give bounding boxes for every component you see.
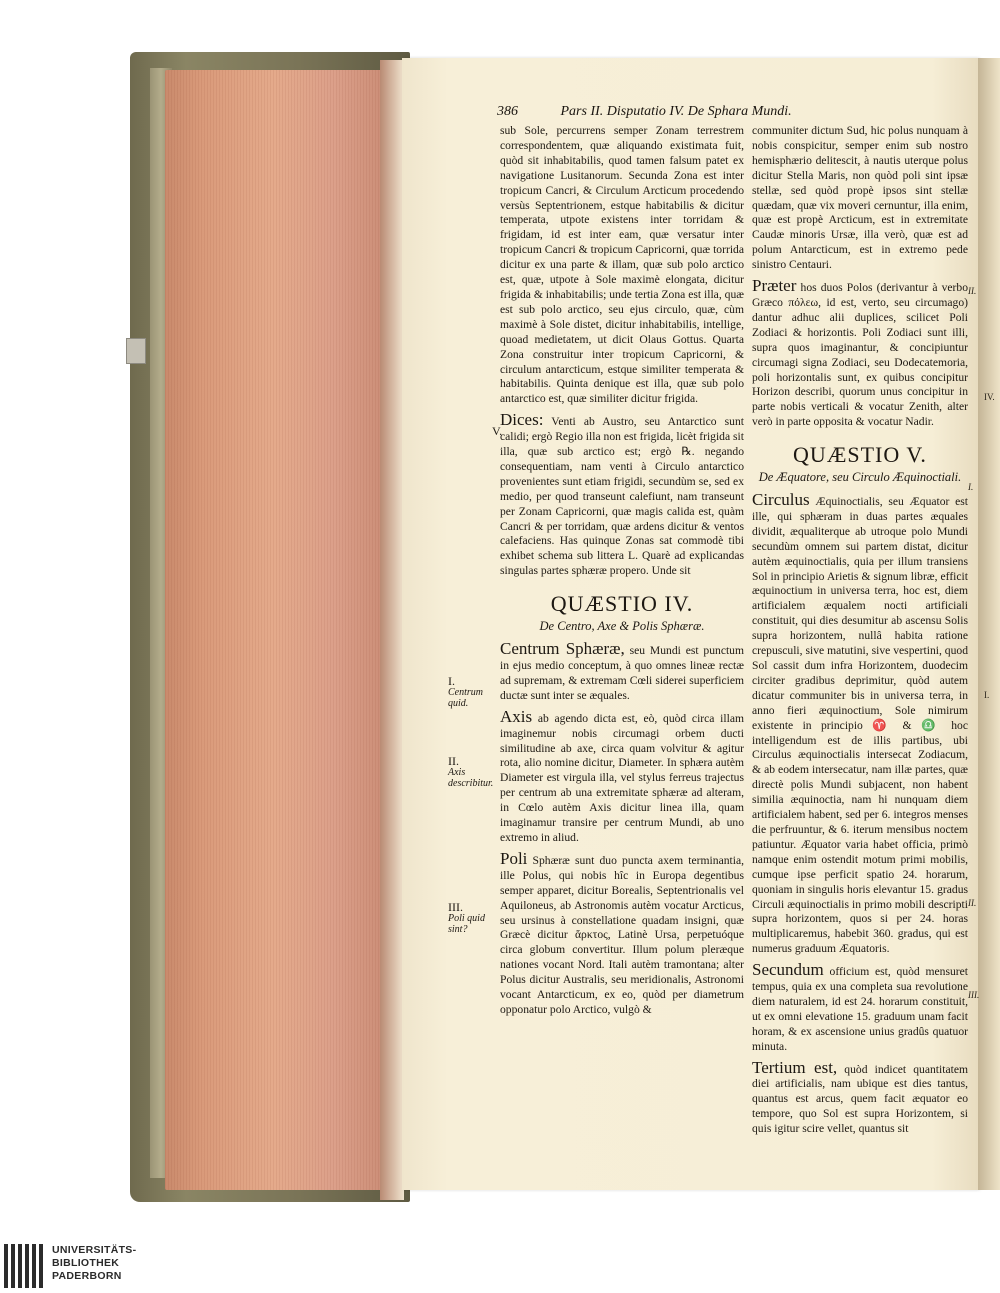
- margin-note-poli: [448, 902, 494, 935]
- margin-note-axis: [448, 756, 494, 789]
- library-logo-icon: [4, 1244, 46, 1288]
- poli-paragraph: [500, 848, 744, 1018]
- running-title: Pars II. Disputatio IV. De Sphara Mundi.: [560, 104, 792, 119]
- axis-paragraph: [500, 706, 744, 846]
- axis-lead: Axis: [500, 706, 533, 726]
- quaestio-v-subtitle: De Æquatore, seu Circulo Æquinoctiali.: [758, 470, 962, 485]
- poli-lead: Poli: [500, 848, 528, 868]
- praeter-text: hos duos Polos (derivantur à verbo Græco πόλεω, id est, verto, seu circumago) dantur adhuc alii duplices, scilicet Poli Zodiaci & horizontis. Poli Zodiaci sunt illi, supra quos imaginantur, & concipiuntur circumagi signa Zodiaci, seu Dodecatemoria, poli horizontalis sunt, ex quibus concipitur Horizon describi, quorum unus concipitur in parte nobis verticali & vocatur Zenith, alter verò in parte opposita & vocatur Nadir.: [752, 281, 968, 429]
- right-margin-mark-2: I.: [968, 482, 974, 492]
- margin-note-3-number: III.: [448, 900, 463, 914]
- secundum-lead: Secundum: [752, 960, 824, 980]
- margin-v-number: V.: [492, 424, 503, 438]
- page-number: 386: [497, 104, 518, 119]
- quaestio-iv-subtitle: De Centro, Axe & Polis Sphæræ.: [539, 619, 705, 634]
- gutter-shadow: [380, 60, 404, 1200]
- secundum-paragraph: [752, 960, 968, 1054]
- margin-note-2-text: Axis describitur.: [448, 767, 494, 789]
- dices-text: Venti ab Austro, seu Antarctico sunt calidi; ergò Regio illa non est frigida, licèt frigida sit illa, quæ sub arctico est; ergò ℞. negando consequentiam, nam venti à Circulo antarctico provenientes sunt etiam frigidi, secundùm se, sed ex medio, per quod transeunt calefiunt, nam transeunt per Zonam Capricorni, quæ magis calida est, quàm Cancri & per torridam, quæ ardens dicitur & ventos calefaciens. Has quinque Zonas sat commodè tibi exhibet schema sub littera L. Quarè ad explicandas singulas partes sphæræ propero. Unde sit: [500, 415, 744, 578]
- circulus-paragraph: [752, 490, 968, 957]
- facing-page-mark-2: I.: [984, 690, 990, 700]
- axis-text: ab agendo dicta est, eò, quòd circa illam imaginemur nobis circumagi orbem ducti similitudine ab axe, circa quam volvitur & agitur rota, alio nomine dicitur, Diameter. In sphæra autèm Diameter est virgula illa, vel stylus ferreus trajectus per centrum ab una extremitate sphæræ ad alteram, in Cœlo autèm Axis dicitur linea illa, quam imaginamur transire per centrum Mundi, ab uno extremo in aliud.: [500, 711, 744, 844]
- logo-line-3: PADERBORN: [52, 1270, 122, 1282]
- right-text-column: [752, 124, 968, 1137]
- secundum-text: officium est, quòd mensuret tempus, quia ex una completa sua revolutione diem naturalem, id est 24. horarum constituit, ut ex omni elevatione 15. graduum unam facit horam, & ex ascensione unius gradûs quatuor minuta.: [752, 965, 968, 1053]
- circulus-lead: Circulus: [752, 490, 810, 510]
- polus-sud-paragraph: communiter dictum Sud, hic polus nunquam à nobis conspicitur, semper enim sub nostro hemisphærio delitescit, à nautis uterque polus dicitur Stella Maris, non quòd poli sint ipsæ stellæ, sed quòd propè ipsos sint stellæ quædam, quæ vix moveri cernuntur, illa enim, quæ est propè Arcticum, est in extremitate Caudæ minoris Ursæ, illa verò, quæ est ad polum Antarcticum, est in extremo pede sinistro Centauri.: [752, 124, 968, 272]
- circulus-text: Æquinoctialis, seu Æquator est ille, qui sphæram in duas partes æquales dividit, æqualiterque ab utroque polo Mundi secundùm omnem sui partem distat, dicitur autèm æquinoctialis, quia per illum transiens Sol in principio Arietis & signum libræ, efficit æquinoctium in universa terra, hoc est, diem artificialem æqualem nocti artificiali constituit, qui dies desumitur ab ascensu Solis supra horizontem, nullâ habita ratione crepusculi, sive matutini, sive vespertini, quod Sol cassit dum infra Horizontem, duodecim circiter gradibus deprimitur, quòd autem dicatur communiter bis in universa terra, in anno fieri æquinoctium, Sole nimirum existente in principio ♈ & ♎ hoc intelligendum est de illis partibus, ubi Circulus æquinoctialis intersecat Zodiacum, & ab eodem intersecatur, nam illæ partes, quæ directè polis Mundi subjacent, non habent similia æquinoctia, nam hi nunquam diem artificialem habent, sed per 6. integros menses die perfruuntur, & 6. iterum mensibus noctem patiuntur. Æquator varia habet officia, primò namque enim ostendit motum primi mobilis, cumque ipse perficit spatio 24. horarum, quoniam in singulis horis elevantur 15. gradus Circuli æquinoctialis in primo mobili descripti supra horizontem, quos si per 24. horas multiplicaremus, habebit 360. gradus, qui est numerus graduum Æquatoris.: [752, 495, 968, 956]
- margin-note-2-number: II.: [448, 754, 459, 768]
- praeter-paragraph: [752, 276, 968, 430]
- running-head: [497, 104, 967, 124]
- logo-line-1: UNIVERSITÄTS-: [52, 1244, 137, 1256]
- dices-paragraph: [500, 410, 744, 579]
- left-text-column: [500, 124, 744, 1018]
- facing-page-mark-1: IV.: [984, 392, 995, 402]
- page-fore-edge: [165, 70, 405, 1190]
- quaestio-iv-title: QUÆSTIO IV.: [550, 591, 694, 617]
- poli-text: Sphæræ sunt duo puncta axem terminantia, ille Polus, qui nobis hîc in Europa degentibus semper apparet, dicitur Borealis, Septentrionalis vel Aquiloneus, ab Astronomis autèm vocatur Arcticus, seu ursinus à constellatione quadam insigni, quæ Græcè dicitur ἄρκτος, Latinè Ursa, perpetuóque circa globum convertitur. Illum polum pleræque nationes vocant Nord. Itali autèm tramontana; alter Polus dicitur Australis, seu meridionalis, Astronomi vocant Antarcticum, ex eo, quòd per diametrum opponatur polo Arctico, vulgò &: [500, 853, 744, 1016]
- centrum-paragraph: [500, 639, 744, 704]
- centrum-lead: Centrum Sphæræ,: [500, 639, 625, 659]
- right-margin-mark-3: II.: [968, 898, 977, 908]
- praeter-lead: Præter: [752, 276, 797, 296]
- margin-note-1-text: Centrum quid.: [448, 687, 483, 709]
- tertium-paragraph: [752, 1057, 968, 1138]
- facing-page-edge: [978, 58, 1000, 1190]
- dices-lead: Dices:: [500, 410, 544, 430]
- metal-clip: [126, 338, 146, 364]
- right-margin-mark-1: II.: [968, 286, 977, 296]
- zonae-paragraph: sub Sole, percurrens semper Zonam terrestrem correspondentem, quæ aliquando existimata fuit, quòd sit inhabitabilis, quod tamen falsum patet ex navigatione Lusitanorum. Secunda Zona est inter tropicum Cancri, & Circulum Arcticum procedendo versùs Septentrionem, estque habitabilis & dicitur temperata, utpote existens inter torridam & frigidam, id est inter eam, quæ versatur inter tropicum Cancri & tropicum Capricorni, quæ torrida dicitur ex una parte & illam, quæ sub polo arctico est, quæ, utpote à Sole maximè elongata, dicitur frigida & inhabitabilis; unde tertia Zona est illa, quæ est sub polo arctico, seu ejus circulo, quæ, cùm maximè à Sole distet, dicitur inhabitabilis, intellige, quoad medietatem, ut dicit Olaus Gottus. Quarta Zona construitur inter tropicum Capricorni, & circulum antarcticum, estque similiter temperata & habitabilis. Quinta denique est illa, quæ sub polo antarctico est, quæ similiter dicitur frigida.: [500, 124, 744, 406]
- centrum-text: seu Mundi est punctum in ejus medio conceptum, à quo omnes lineæ rectæ ad supremam, & extremam Cœli siderei superficiem ductæ sunt inter se æquales.: [500, 644, 744, 702]
- tertium-lead: Tertium est,: [752, 1057, 838, 1077]
- quaestio-v-title: QUÆSTIO V.: [793, 442, 927, 468]
- margin-mark-v: [492, 426, 502, 437]
- margin-note-3-text: Poli quid sint?: [448, 913, 485, 935]
- margin-note-centrum: [448, 676, 494, 709]
- logo-line-2: BIBLIOTHEK: [52, 1257, 120, 1269]
- library-logo-text: [52, 1244, 252, 1283]
- margin-note-1-number: I.: [448, 674, 455, 688]
- tertium-text: quòd indicet quantitatem diei artificialis, nam ubique est dies tantus, quantus est arcus, quem facit æquator eo tempore, quo Sol est supra Horizontem, si quis igitur scire vellet, quantus sit: [752, 1062, 968, 1136]
- right-margin-mark-4: III.: [968, 990, 980, 1000]
